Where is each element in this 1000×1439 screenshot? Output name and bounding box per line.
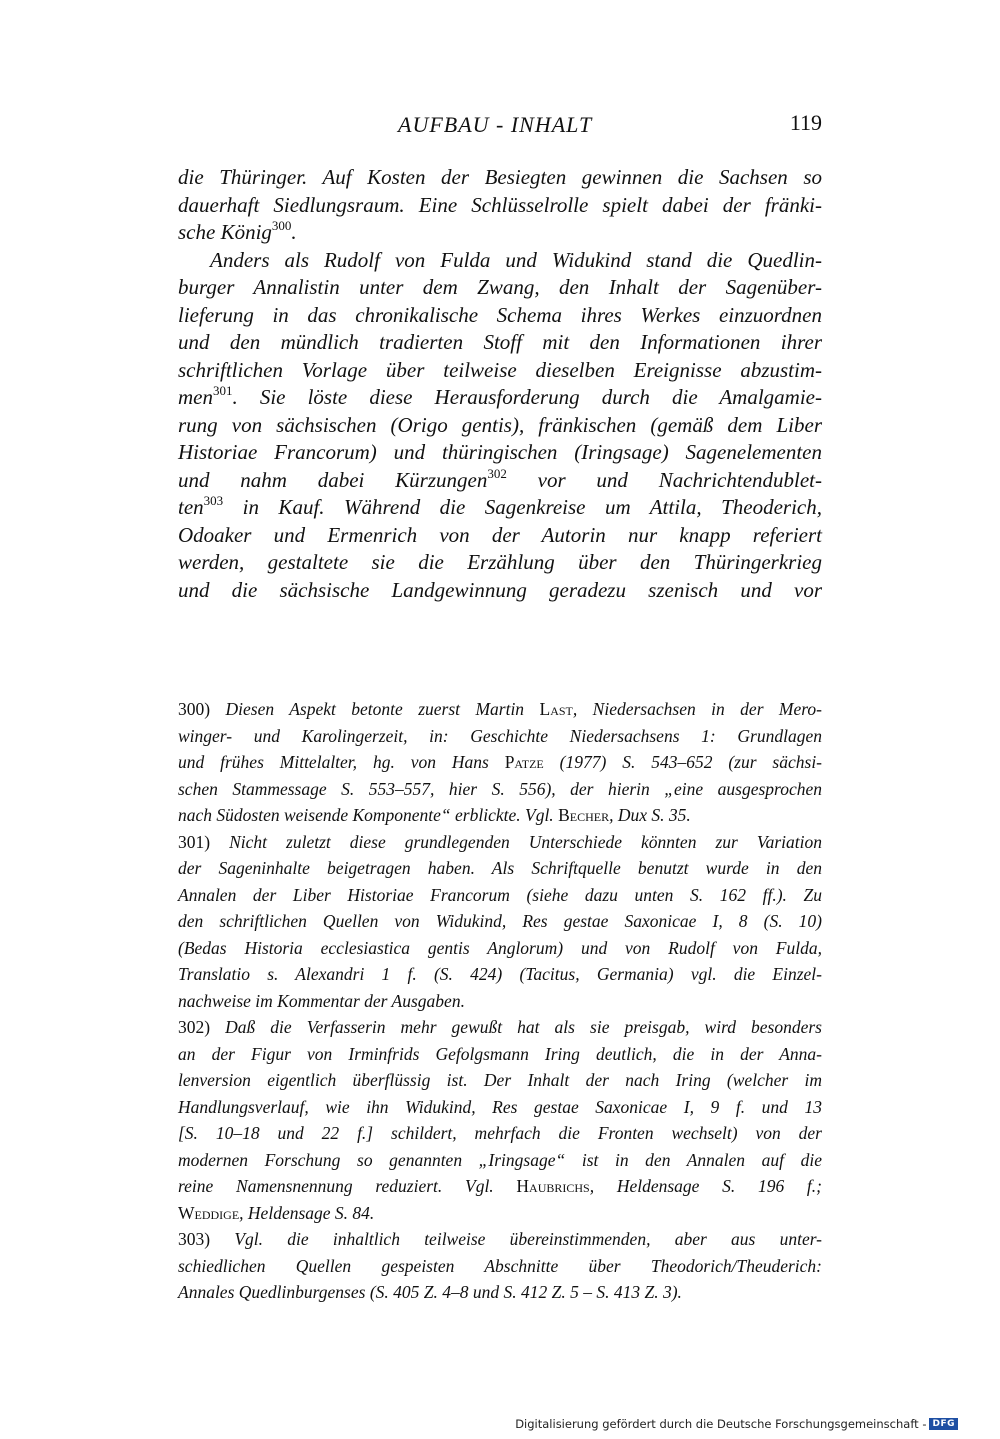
body-line-text: vor und Nachrichtendublet- (506, 467, 822, 492)
body-line-text: werden, gestaltete sie die Erzählung über den Thüringerkrieg (178, 550, 822, 574)
footnote-text: Annalen der Liber Historiae Francorum (siehe dazu unten S. 162 ff.). Zu (178, 884, 822, 905)
body-line (178, 274, 822, 302)
footnote-number: 302) (178, 1017, 211, 1037)
footnote-text: Vgl. die inhaltlich teilweise übereinstimmenden, aber aus unter- (210, 1229, 822, 1249)
footnote-text: Translatio s. Alexandri 1 f. (S. 424) (Tacitus, Germania) vgl. die Einzel- (178, 964, 822, 984)
author-name: Weddige (178, 1202, 240, 1223)
body-line (178, 357, 822, 385)
footnote-text: den schriftlichen Quellen von Widukind, Res gestae Saxonicae I, 8 (S. 10) (178, 911, 822, 931)
body-line-text: lieferung in das chronikalische Schema ihres Werkes einzuordnen (178, 302, 822, 327)
body-line-text: in Kauf. Während die Sagenkreise um Attila, Theoderich, (223, 495, 822, 519)
body-line (178, 577, 822, 605)
footnotes (178, 696, 822, 1306)
body-line-text: . Sie löste diese Herausforderung durch die Amalgamie- (232, 385, 822, 409)
footnote-line (178, 749, 822, 776)
footnote-line (178, 1173, 822, 1200)
footnote-number: 303) (178, 1229, 211, 1249)
body-line (178, 302, 822, 330)
body-line (178, 439, 822, 467)
body-line-text: die Thüringer. Auf Kosten der Besiegten gewinnen die Sachsen so (178, 165, 822, 189)
footnote-line (178, 776, 822, 803)
footnote-line (178, 1041, 822, 1068)
footnote-text: Nicht zuletzt diese grundlegenden Unterschiede könnten zur Variation (210, 831, 822, 852)
body-line (178, 164, 822, 192)
body-text (178, 164, 822, 604)
footnote-line (178, 802, 822, 829)
body-line-text: schriftlichen Vorlage über teilweise dieselben Ereignisse abzustim- (178, 357, 822, 382)
author-name: Patze (504, 752, 544, 772)
footnote-line (178, 1226, 822, 1253)
footnote-text: schiedlichen Quellen gespeisten Abschnitte über Theodorich/Theuderich: (178, 1255, 822, 1276)
body-line-text: Anders als Rudolf von Fulda und Widukind stand die Quedlin- (210, 247, 822, 272)
body-line (178, 219, 822, 247)
dfg-logo: DFG (929, 1418, 958, 1430)
body-line-text: und nahm dabei Kürzungen (178, 467, 488, 492)
body-line (178, 329, 822, 357)
footnote-line (178, 1067, 822, 1094)
body-line-text: sche König (178, 220, 272, 244)
body-line (178, 494, 822, 522)
footnote-text: nach Südosten weisende Komponente“ erblickte. Vgl. (178, 805, 559, 825)
body-line-text: rung von sächsischen (Origo gentis), fränkischen (gemäß dem Liber (178, 412, 822, 437)
footnote-text: an der Figur von Irminfrids Gefolgsmann Iring deutlich, die in der Anna- (178, 1043, 822, 1064)
footnote-line (178, 882, 822, 909)
footnote-text: nachweise im Kommentar der Ausgaben. (178, 990, 465, 1011)
footnote-text: der Sageninhalte beigetragen haben. Als Schriftquelle benutzt wurde in den (178, 858, 822, 878)
footnote-text: (Bedas Historia ecclesiastica gentis Anglorum) und von Rudolf von Fulda, (178, 937, 822, 958)
footnote-line (178, 988, 822, 1015)
footnote-text: Diesen Aspekt betonte zuerst Martin (210, 699, 540, 719)
footnote-line (178, 1014, 822, 1041)
body-line (178, 192, 822, 220)
footnote-text: [S. 10–18 und 22 f.] schildert, mehrfach die Fronten wechselt) von der (178, 1123, 822, 1143)
footnote-text: lenversion eigentlich überflüssig ist. Der Inhalt der nach Iring (welcher im (178, 1070, 822, 1090)
footnote-line (178, 935, 822, 962)
body-line-text: und die sächsische Landgewinnung geradezu szenisch und vor (178, 577, 822, 602)
footnote-line (178, 1120, 822, 1147)
footnote-text: Daß die Verfasserin mehr gewußt hat als sie preisgab, wird besonders (210, 1017, 822, 1037)
footnote-text: winger- und Karolingerzeit, in: Geschichte Niedersachsens 1: Grundlagen (178, 725, 822, 746)
body-line (178, 549, 822, 577)
body-line (178, 384, 822, 412)
running-title: AUFBAU - INHALT (398, 112, 593, 137)
body-line (178, 412, 822, 440)
page-number: 119 (789, 110, 822, 135)
footnote-text: Handlungsverlauf, wie ihn Widukind, Res gestae Saxonicae I, 9 f. und 13 (178, 1096, 822, 1117)
footnote-ref[interactable]: 300 (271, 218, 292, 233)
footnote-line (178, 1200, 822, 1227)
body-line-text: men (178, 385, 213, 409)
footnote-text: , Heldensage S. 84. (239, 1202, 375, 1223)
footnote-text: , Heldensage S. 196 f.; (589, 1176, 822, 1196)
footnote-text: Annales Quedlinburgenses (S. 405 Z. 4–8 und S. 412 Z. 5 – S. 413 Z. 3). (178, 1282, 682, 1302)
footnote-text: reine Namensnennung reduziert. Vgl. (178, 1176, 517, 1196)
footnote-line (178, 855, 822, 882)
body-line-text: und den mündlich tradierten Stoff mit den Informationen ihrer (178, 330, 822, 354)
body-line (178, 247, 822, 275)
footnote-line (178, 1253, 822, 1280)
footnote-number: 300) (178, 699, 211, 719)
footnote-text: , Niedersachsen in der Mero- (572, 699, 823, 719)
credit-text: Digitalisierung gefördert durch die Deutsche Forschungsgemeinschaft - (515, 1417, 927, 1431)
footnote-line (178, 696, 822, 723)
body-line-text: . (291, 220, 297, 244)
footnote-ref[interactable]: 301 (213, 383, 233, 398)
digitization-credit (515, 1417, 958, 1431)
author-name: Haubrichs (516, 1176, 590, 1196)
footnote-line (178, 908, 822, 935)
body-line-text: ten (178, 495, 204, 519)
body-line-text: Historiae Francorum) und thüringischen (Iringsage) Sagenelementen (178, 440, 822, 464)
author-name: Last (539, 699, 573, 719)
body-line-text: burger Annalistin unter dem Zwang, den Inhalt der Sagenüber- (178, 275, 822, 299)
author-name: Becher (558, 805, 610, 825)
body-line-text: dauerhaft Siedlungsraum. Eine Schlüsselrolle spielt dabei der fränki- (178, 192, 822, 217)
footnote-line (178, 723, 822, 750)
footnote-text: und frühes Mittelalter, hg. von Hans (178, 752, 505, 772)
footnote-line (178, 1279, 822, 1306)
footnote-text: (1977) S. 543–652 (zur sächsi- (543, 752, 823, 772)
footnote-line (178, 1147, 822, 1174)
footnote-line (178, 961, 822, 988)
footnote-ref[interactable]: 303 (203, 493, 224, 508)
footnote-line (178, 829, 822, 856)
body-line (178, 522, 822, 550)
footnote-number: 301) (178, 831, 211, 852)
footnote-text: , Dux S. 35. (609, 805, 691, 825)
footnote-line (178, 1094, 822, 1121)
body-line-text: Odoaker und Ermenrich von der Autorin nur knapp referiert (178, 522, 822, 547)
footnote-ref[interactable]: 302 (487, 465, 507, 481)
footnote-text: modernen Forschung so genannten „Iringsage“ ist in den Annalen auf die (178, 1149, 822, 1170)
footnote-text: schen Stammessage S. 553–557, hier S. 556), der hierin „eine ausgesprochen (178, 778, 822, 799)
body-line (178, 467, 822, 495)
running-head (178, 112, 822, 144)
